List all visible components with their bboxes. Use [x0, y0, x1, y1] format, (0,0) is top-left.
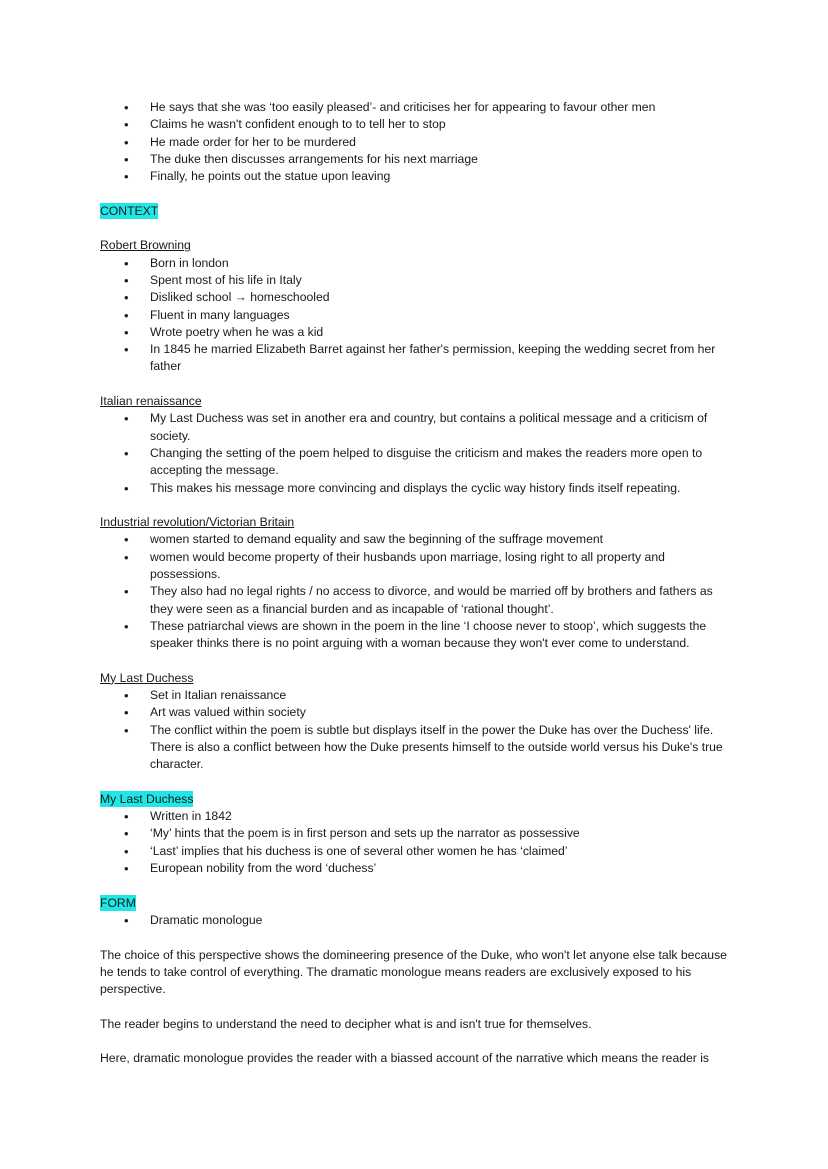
form-heading: FORM	[100, 895, 136, 910]
form-bullet-list	[100, 912, 735, 929]
list-item: • Dramatic monologue	[100, 912, 735, 929]
list-item: • Changing the setting of the poem helped to disguise the criticism and makes the readers more open to accepting the message.	[100, 445, 735, 480]
list-item: • European nobility from the word ‘duchess’	[100, 860, 735, 877]
list-item: • Art was valued within society	[100, 704, 735, 721]
list-item: • Set in Italian renaissance	[100, 687, 735, 704]
browning-bullet-list	[100, 255, 735, 376]
list-item: • Fluent in many languages	[100, 307, 735, 324]
intro-bullet-list	[100, 99, 735, 185]
list-item: • ‘My’ hints that the poem is in first person and sets up the narrator as possessive	[100, 825, 735, 842]
industrial-bullet-list	[100, 531, 735, 652]
list-item: • In 1845 he married Elizabeth Barret against her father's permission, keeping the wedding secret from her father	[100, 341, 735, 376]
industrial-subheading: Industrial revolution/Victorian Britain	[100, 515, 295, 530]
list-item: • Born in london	[100, 255, 735, 272]
list-item: • Written in 1842	[100, 808, 735, 825]
paragraph-perspective: The choice of this perspective shows the domineering presence of the Duke, who won't let anyone else talk because he tends to take control of everything. The dramatic monologue means readers are exclusively exposed to his perspective.	[100, 947, 727, 997]
list-item: • Wrote poetry when he was a kid	[100, 324, 735, 341]
list-item: • Spent most of his life in Italy	[100, 272, 735, 289]
list-item: • ‘Last’ implies that his duchess is one of several other women he has ‘claimed’	[100, 843, 735, 860]
list-item: • He says that she was ‘too easily pleased’- and criticises her for appearing to favour other men	[100, 99, 735, 116]
list-item: • They also had no legal rights / no access to divorce, and would be married off by brothers and fathers as they were seen as a financial burden and as incapable of ‘rational thought’.	[100, 583, 735, 618]
context-heading: CONTEXT	[100, 203, 159, 218]
renaissance-subheading: Italian renaissance	[100, 394, 202, 409]
list-item: • He made order for her to be murdered	[100, 134, 735, 151]
list-item: • The conflict within the poem is subtle but displays itself in the power the Duke has over the Duchess' life. There is also a conflict between how the Duke presents himself to the outside world versus his Duke's true character.	[100, 722, 735, 774]
mld-context-subheading: My Last Duchess	[100, 670, 194, 685]
list-item: • women would become property of their husbands upon marriage, losing right to all property and possessions.	[100, 549, 735, 584]
list-item: • The duke then discusses arrangements for his next marriage	[100, 151, 735, 168]
list-item: • My Last Duchess was set in another era and country, but contains a political message and a criticism of society.	[100, 410, 735, 445]
list-item: • This makes his message more convincing and displays the cyclic way history finds itself repeating.	[100, 480, 735, 497]
document-page	[100, 99, 735, 1068]
paragraph-decipher: The reader begins to understand the need to decipher what is and isn't true for themselves.	[100, 1016, 592, 1031]
paragraph-biassed-account: Here, dramatic monologue provides the reader with a biassed account of the narrative which means the reader is	[100, 1051, 710, 1066]
mld-title-heading: My Last Duchess	[100, 791, 194, 806]
mld-context-bullet-list	[100, 687, 735, 773]
list-item: • These patriarchal views are shown in the poem in the line ‘I choose never to stoop’, which suggests the speaker thinks there is no point arguing with a woman because they won't ever come to understand.	[100, 618, 735, 653]
list-item: • Finally, he points out the statue upon leaving	[100, 168, 735, 185]
list-item: • women started to demand equality and saw the beginning of the suffrage movement	[100, 531, 735, 548]
list-item: • Claims he wasn't confident enough to to tell her to stop	[100, 116, 735, 133]
mld-title-bullet-list	[100, 808, 735, 877]
list-item: • Disliked school → homeschooled	[100, 289, 735, 306]
browning-subheading: Robert Browning	[100, 238, 191, 253]
renaissance-bullet-list	[100, 410, 735, 496]
